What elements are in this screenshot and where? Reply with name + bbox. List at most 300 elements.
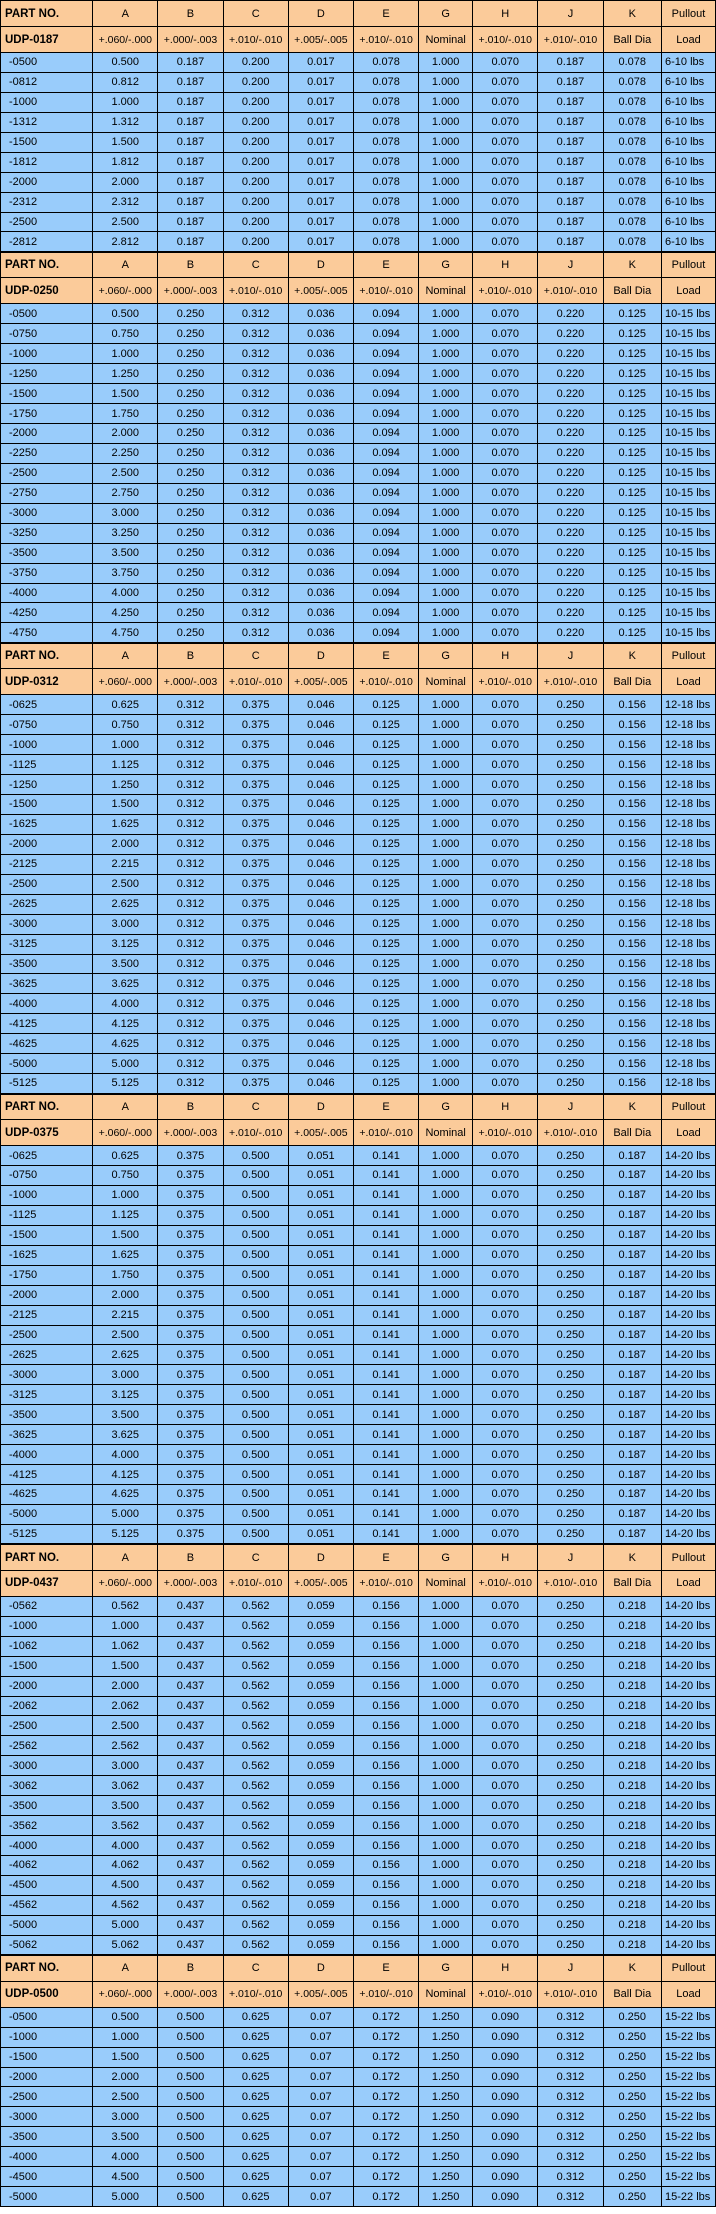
value-a: 0.500 [93, 53, 158, 73]
value-k: 0.156 [603, 1074, 661, 1094]
value-a: 5.125 [93, 1074, 158, 1094]
value-h: 0.070 [473, 1696, 538, 1716]
value-e: 0.156 [353, 1696, 418, 1716]
value-load: 6-10 lbs [662, 212, 716, 232]
value-b: 0.187 [158, 212, 223, 232]
value-k: 0.156 [603, 854, 661, 874]
value-k: 0.187 [603, 1305, 661, 1325]
value-h: 0.070 [473, 1205, 538, 1225]
value-h: 0.090 [473, 2047, 538, 2067]
value-g: 1.000 [419, 1225, 473, 1245]
value-b: 0.437 [158, 1796, 223, 1816]
value-d: 0.07 [288, 2027, 353, 2047]
value-k: 0.156 [603, 974, 661, 994]
table-row [1, 152, 716, 172]
value-a: 3.500 [93, 543, 158, 563]
part-suffix-cell: -3250 [1, 523, 93, 543]
value-b: 0.437 [158, 1935, 223, 1955]
column-header-c: C [223, 252, 288, 278]
value-d: 0.046 [288, 974, 353, 994]
value-a: 4.250 [93, 603, 158, 623]
value-h: 0.070 [473, 112, 538, 132]
value-d: 0.036 [288, 543, 353, 563]
value-h: 0.090 [473, 2067, 538, 2087]
value-c: 0.500 [223, 1445, 288, 1465]
value-a: 3.250 [93, 523, 158, 543]
column-header-d: D [288, 1544, 353, 1570]
value-g: 1.250 [419, 2007, 473, 2027]
value-e: 0.125 [353, 755, 418, 775]
value-c: 0.562 [223, 1676, 288, 1696]
value-c: 0.200 [223, 172, 288, 192]
value-k: 0.218 [603, 1676, 661, 1696]
value-d: 0.07 [288, 2127, 353, 2147]
table-row [1, 1425, 716, 1445]
value-b: 0.375 [158, 1445, 223, 1465]
tolerance-header-row [1, 278, 716, 304]
column-header-b: B [158, 1955, 223, 1981]
value-g: 1.000 [419, 1074, 473, 1094]
value-a: 4.750 [93, 623, 158, 643]
column-header-j: J [538, 1544, 603, 1570]
value-k: 0.187 [603, 1285, 661, 1305]
table-row [1, 212, 716, 232]
value-load: 10-15 lbs [662, 424, 716, 444]
value-k: 0.156 [603, 715, 661, 735]
value-k: 0.078 [603, 152, 661, 172]
column-header-c: C [223, 1, 288, 27]
value-e: 0.172 [353, 2047, 418, 2067]
column-header-c: C [223, 1094, 288, 1120]
value-load: 14-20 lbs [662, 1225, 716, 1245]
value-c: 0.200 [223, 53, 288, 73]
value-c: 0.562 [223, 1895, 288, 1915]
value-load: 14-20 lbs [662, 1305, 716, 1325]
table-row [1, 994, 716, 1014]
value-k: 0.156 [603, 1014, 661, 1034]
value-j: 0.250 [538, 1325, 603, 1345]
part-suffix-cell: -2062 [1, 1696, 93, 1716]
table-row [1, 2127, 716, 2147]
value-k: 0.187 [603, 1225, 661, 1245]
value-b: 0.375 [158, 1405, 223, 1425]
value-d: 0.059 [288, 1875, 353, 1895]
part-suffix-cell: -4625 [1, 1034, 93, 1054]
value-b: 0.312 [158, 834, 223, 854]
column-header-k: K [603, 252, 661, 278]
value-e: 0.125 [353, 775, 418, 795]
value-e: 0.125 [353, 934, 418, 954]
value-e: 0.125 [353, 735, 418, 755]
value-d: 0.036 [288, 344, 353, 364]
value-d: 0.046 [288, 715, 353, 735]
value-j: 0.250 [538, 1856, 603, 1876]
value-load: 10-15 lbs [662, 324, 716, 344]
value-k: 0.187 [603, 1465, 661, 1485]
value-e: 0.156 [353, 1776, 418, 1796]
value-j: 0.250 [538, 854, 603, 874]
column-header-k: K [603, 1, 661, 27]
value-b: 0.250 [158, 384, 223, 404]
value-g: 1.000 [419, 1736, 473, 1756]
value-j: 0.220 [538, 424, 603, 444]
value-k: 0.187 [603, 1524, 661, 1544]
value-c: 0.312 [223, 443, 288, 463]
value-b: 0.312 [158, 715, 223, 735]
value-a: 0.750 [93, 715, 158, 735]
value-e: 0.078 [353, 212, 418, 232]
value-h: 0.070 [473, 1014, 538, 1034]
value-b: 0.250 [158, 483, 223, 503]
value-j: 0.250 [538, 1935, 603, 1955]
value-load: 12-18 lbs [662, 695, 716, 715]
value-d: 0.059 [288, 1636, 353, 1656]
value-b: 0.187 [158, 132, 223, 152]
part-suffix-cell: -3000 [1, 2107, 93, 2127]
value-e: 0.156 [353, 1596, 418, 1616]
value-g: 1.000 [419, 364, 473, 384]
value-load: 10-15 lbs [662, 443, 716, 463]
part-suffix-cell: -3000 [1, 1365, 93, 1385]
value-c: 0.375 [223, 1034, 288, 1054]
value-j: 0.250 [538, 1425, 603, 1445]
value-a: 2.500 [93, 212, 158, 232]
value-j: 0.250 [538, 834, 603, 854]
value-j: 0.220 [538, 623, 603, 643]
tolerance-k: Ball Dia [603, 1570, 661, 1596]
part-suffix-cell: -1000 [1, 735, 93, 755]
table-row [1, 1504, 716, 1524]
value-g: 1.000 [419, 755, 473, 775]
value-k: 0.125 [603, 384, 661, 404]
column-header-j: J [538, 1955, 603, 1981]
value-h: 0.070 [473, 344, 538, 364]
value-e: 0.141 [353, 1385, 418, 1405]
value-e: 0.125 [353, 814, 418, 834]
value-a: 2.000 [93, 1676, 158, 1696]
value-h: 0.070 [473, 1265, 538, 1285]
value-b: 0.437 [158, 1756, 223, 1776]
value-load: 15-22 lbs [662, 2187, 716, 2207]
value-j: 0.220 [538, 603, 603, 623]
value-a: 0.500 [93, 2007, 158, 2027]
value-a: 0.625 [93, 1146, 158, 1166]
value-k: 0.187 [603, 1185, 661, 1205]
value-h: 0.070 [473, 914, 538, 934]
value-d: 0.036 [288, 384, 353, 404]
value-e: 0.094 [353, 503, 418, 523]
value-j: 0.250 [538, 994, 603, 1014]
value-d: 0.017 [288, 232, 353, 252]
value-e: 0.078 [353, 92, 418, 112]
value-c: 0.312 [223, 424, 288, 444]
value-e: 0.078 [353, 152, 418, 172]
tolerance-b: +.000/-.003 [158, 27, 223, 53]
value-d: 0.07 [288, 2087, 353, 2107]
value-load: 14-20 lbs [662, 1616, 716, 1636]
table-row [1, 324, 716, 344]
part-suffix-cell: -2000 [1, 2067, 93, 2087]
table-row [1, 2007, 716, 2027]
value-e: 0.094 [353, 463, 418, 483]
table-row [1, 1365, 716, 1385]
column-header-load: Pullout [662, 1544, 716, 1570]
table-row [1, 543, 716, 563]
value-c: 0.375 [223, 854, 288, 874]
part-suffix-cell: -2500 [1, 1716, 93, 1736]
column-header-h: H [473, 1955, 538, 1981]
table-row [1, 1776, 716, 1796]
value-b: 0.187 [158, 172, 223, 192]
value-b: 0.375 [158, 1225, 223, 1245]
value-j: 0.250 [538, 1345, 603, 1365]
value-b: 0.250 [158, 543, 223, 563]
value-e: 0.156 [353, 1636, 418, 1656]
part-suffix-cell: -2250 [1, 443, 93, 463]
value-c: 0.200 [223, 192, 288, 212]
table-row [1, 1636, 716, 1656]
table-row [1, 1465, 716, 1485]
value-g: 1.000 [419, 523, 473, 543]
value-k: 0.078 [603, 92, 661, 112]
value-b: 0.375 [158, 1365, 223, 1385]
value-c: 0.375 [223, 874, 288, 894]
table-row [1, 463, 716, 483]
table-row [1, 1166, 716, 1186]
value-a: 5.000 [93, 1504, 158, 1524]
value-g: 1.000 [419, 623, 473, 643]
tolerance-h: +.010/-.010 [473, 1120, 538, 1146]
table-row [1, 914, 716, 934]
value-d: 0.051 [288, 1245, 353, 1265]
value-c: 0.375 [223, 1074, 288, 1094]
value-g: 1.000 [419, 814, 473, 834]
value-a: 2.000 [93, 1285, 158, 1305]
value-j: 0.187 [538, 212, 603, 232]
value-k: 0.187 [603, 1365, 661, 1385]
value-j: 0.220 [538, 503, 603, 523]
value-g: 1.000 [419, 483, 473, 503]
column-header-g: G [419, 643, 473, 669]
value-b: 0.437 [158, 1716, 223, 1736]
value-load: 12-18 lbs [662, 874, 716, 894]
value-e: 0.125 [353, 994, 418, 1014]
value-c: 0.562 [223, 1915, 288, 1935]
value-k: 0.078 [603, 72, 661, 92]
value-j: 0.250 [538, 1465, 603, 1485]
value-c: 0.375 [223, 994, 288, 1014]
value-e: 0.172 [353, 2127, 418, 2147]
value-c: 0.562 [223, 1736, 288, 1756]
value-b: 0.250 [158, 523, 223, 543]
value-j: 0.250 [538, 715, 603, 735]
value-j: 0.250 [538, 1716, 603, 1736]
table-row [1, 795, 716, 815]
value-k: 0.250 [603, 2107, 661, 2127]
column-header-a: A [93, 1955, 158, 1981]
value-load: 12-18 lbs [662, 934, 716, 954]
table-row [1, 755, 716, 775]
table-row [1, 1716, 716, 1736]
value-k: 0.187 [603, 1166, 661, 1186]
value-h: 0.070 [473, 583, 538, 603]
value-k: 0.218 [603, 1636, 661, 1656]
value-b: 0.500 [158, 2187, 223, 2207]
table-row [1, 2107, 716, 2127]
column-header-a: A [93, 1, 158, 27]
value-c: 0.500 [223, 1245, 288, 1265]
value-g: 1.000 [419, 463, 473, 483]
value-a: 0.750 [93, 324, 158, 344]
value-load: 14-20 lbs [662, 1636, 716, 1656]
value-a: 1.625 [93, 814, 158, 834]
value-load: 14-20 lbs [662, 1425, 716, 1445]
value-b: 0.437 [158, 1636, 223, 1656]
value-g: 1.250 [419, 2067, 473, 2087]
value-d: 0.059 [288, 1836, 353, 1856]
part-suffix-cell: -3500 [1, 954, 93, 974]
value-g: 1.000 [419, 1185, 473, 1205]
value-j: 0.250 [538, 1756, 603, 1776]
column-header-a: A [93, 643, 158, 669]
value-b: 0.500 [158, 2167, 223, 2187]
value-k: 0.078 [603, 172, 661, 192]
value-load: 14-20 lbs [662, 1915, 716, 1935]
column-header-d: D [288, 1, 353, 27]
tolerance-j: +.010/-.010 [538, 27, 603, 53]
value-d: 0.059 [288, 1796, 353, 1816]
tolerance-e: +.010/-.010 [353, 27, 418, 53]
value-e: 0.156 [353, 1895, 418, 1915]
tolerance-j: +.010/-.010 [538, 1120, 603, 1146]
value-e: 0.141 [353, 1185, 418, 1205]
value-e: 0.125 [353, 854, 418, 874]
value-a: 2.625 [93, 894, 158, 914]
value-g: 1.000 [419, 583, 473, 603]
value-h: 0.070 [473, 463, 538, 483]
value-h: 0.090 [473, 2147, 538, 2167]
tolerance-g: Nominal [419, 278, 473, 304]
value-b: 0.375 [158, 1385, 223, 1405]
value-d: 0.036 [288, 304, 353, 324]
series-part-number: UDP-0375 [1, 1120, 93, 1146]
value-d: 0.059 [288, 1776, 353, 1796]
value-b: 0.312 [158, 775, 223, 795]
value-k: 0.218 [603, 1796, 661, 1816]
value-g: 1.000 [419, 1656, 473, 1676]
value-a: 5.062 [93, 1935, 158, 1955]
table-row [1, 934, 716, 954]
table-row [1, 735, 716, 755]
part-no-label: PART NO. [1, 1094, 93, 1120]
value-load: 14-20 lbs [662, 1385, 716, 1405]
value-d: 0.046 [288, 854, 353, 874]
value-e: 0.141 [353, 1405, 418, 1425]
value-d: 0.059 [288, 1596, 353, 1616]
tolerance-c: +.010/-.010 [223, 1981, 288, 2007]
value-j: 0.250 [538, 1245, 603, 1265]
tolerance-load: Load [662, 27, 716, 53]
tolerance-j: +.010/-.010 [538, 1570, 603, 1596]
value-e: 0.141 [353, 1445, 418, 1465]
value-load: 14-20 lbs [662, 1836, 716, 1856]
value-b: 0.375 [158, 1425, 223, 1445]
value-k: 0.078 [603, 112, 661, 132]
value-g: 1.000 [419, 1054, 473, 1074]
value-e: 0.172 [353, 2147, 418, 2167]
value-load: 15-22 lbs [662, 2067, 716, 2087]
value-k: 0.156 [603, 874, 661, 894]
tolerance-d: +.005/-.005 [288, 27, 353, 53]
value-h: 0.070 [473, 1445, 538, 1465]
value-c: 0.562 [223, 1616, 288, 1636]
part-suffix-cell: -3000 [1, 914, 93, 934]
value-j: 0.220 [538, 384, 603, 404]
tolerance-header-row [1, 27, 716, 53]
value-b: 0.187 [158, 72, 223, 92]
value-h: 0.070 [473, 212, 538, 232]
table-row [1, 563, 716, 583]
tolerance-h: +.010/-.010 [473, 27, 538, 53]
value-g: 1.000 [419, 172, 473, 192]
value-load: 10-15 lbs [662, 583, 716, 603]
value-j: 0.250 [538, 934, 603, 954]
value-c: 0.312 [223, 523, 288, 543]
part-suffix-cell: -0500 [1, 2007, 93, 2027]
value-h: 0.070 [473, 172, 538, 192]
value-h: 0.070 [473, 1054, 538, 1074]
part-suffix-cell: -3125 [1, 1385, 93, 1405]
value-g: 1.000 [419, 1616, 473, 1636]
value-load: 12-18 lbs [662, 795, 716, 815]
value-h: 0.070 [473, 934, 538, 954]
value-j: 0.250 [538, 775, 603, 795]
value-e: 0.156 [353, 1915, 418, 1935]
column-header-g: G [419, 1094, 473, 1120]
column-header-d: D [288, 1094, 353, 1120]
part-suffix-cell: -2312 [1, 192, 93, 212]
part-suffix-cell: -3500 [1, 1405, 93, 1425]
value-k: 0.218 [603, 1895, 661, 1915]
value-k: 0.218 [603, 1875, 661, 1895]
value-b: 0.375 [158, 1146, 223, 1166]
value-k: 0.250 [603, 2067, 661, 2087]
table-row [1, 1616, 716, 1636]
value-g: 1.000 [419, 1146, 473, 1166]
value-c: 0.375 [223, 954, 288, 974]
column-header-e: E [353, 252, 418, 278]
value-load: 14-20 lbs [662, 1245, 716, 1265]
value-h: 0.070 [473, 1146, 538, 1166]
value-d: 0.036 [288, 583, 353, 603]
part-suffix-cell: -1250 [1, 775, 93, 795]
value-k: 0.078 [603, 232, 661, 252]
table-row [1, 814, 716, 834]
value-e: 0.125 [353, 914, 418, 934]
value-g: 1.000 [419, 232, 473, 252]
value-a: 5.000 [93, 1054, 158, 1074]
value-j: 0.312 [538, 2107, 603, 2127]
value-g: 1.000 [419, 132, 473, 152]
value-h: 0.070 [473, 854, 538, 874]
column-header-load: Pullout [662, 643, 716, 669]
value-h: 0.070 [473, 1636, 538, 1656]
column-header-d: D [288, 252, 353, 278]
value-c: 0.200 [223, 132, 288, 152]
value-e: 0.094 [353, 543, 418, 563]
value-b: 0.375 [158, 1205, 223, 1225]
value-j: 0.250 [538, 1385, 603, 1405]
